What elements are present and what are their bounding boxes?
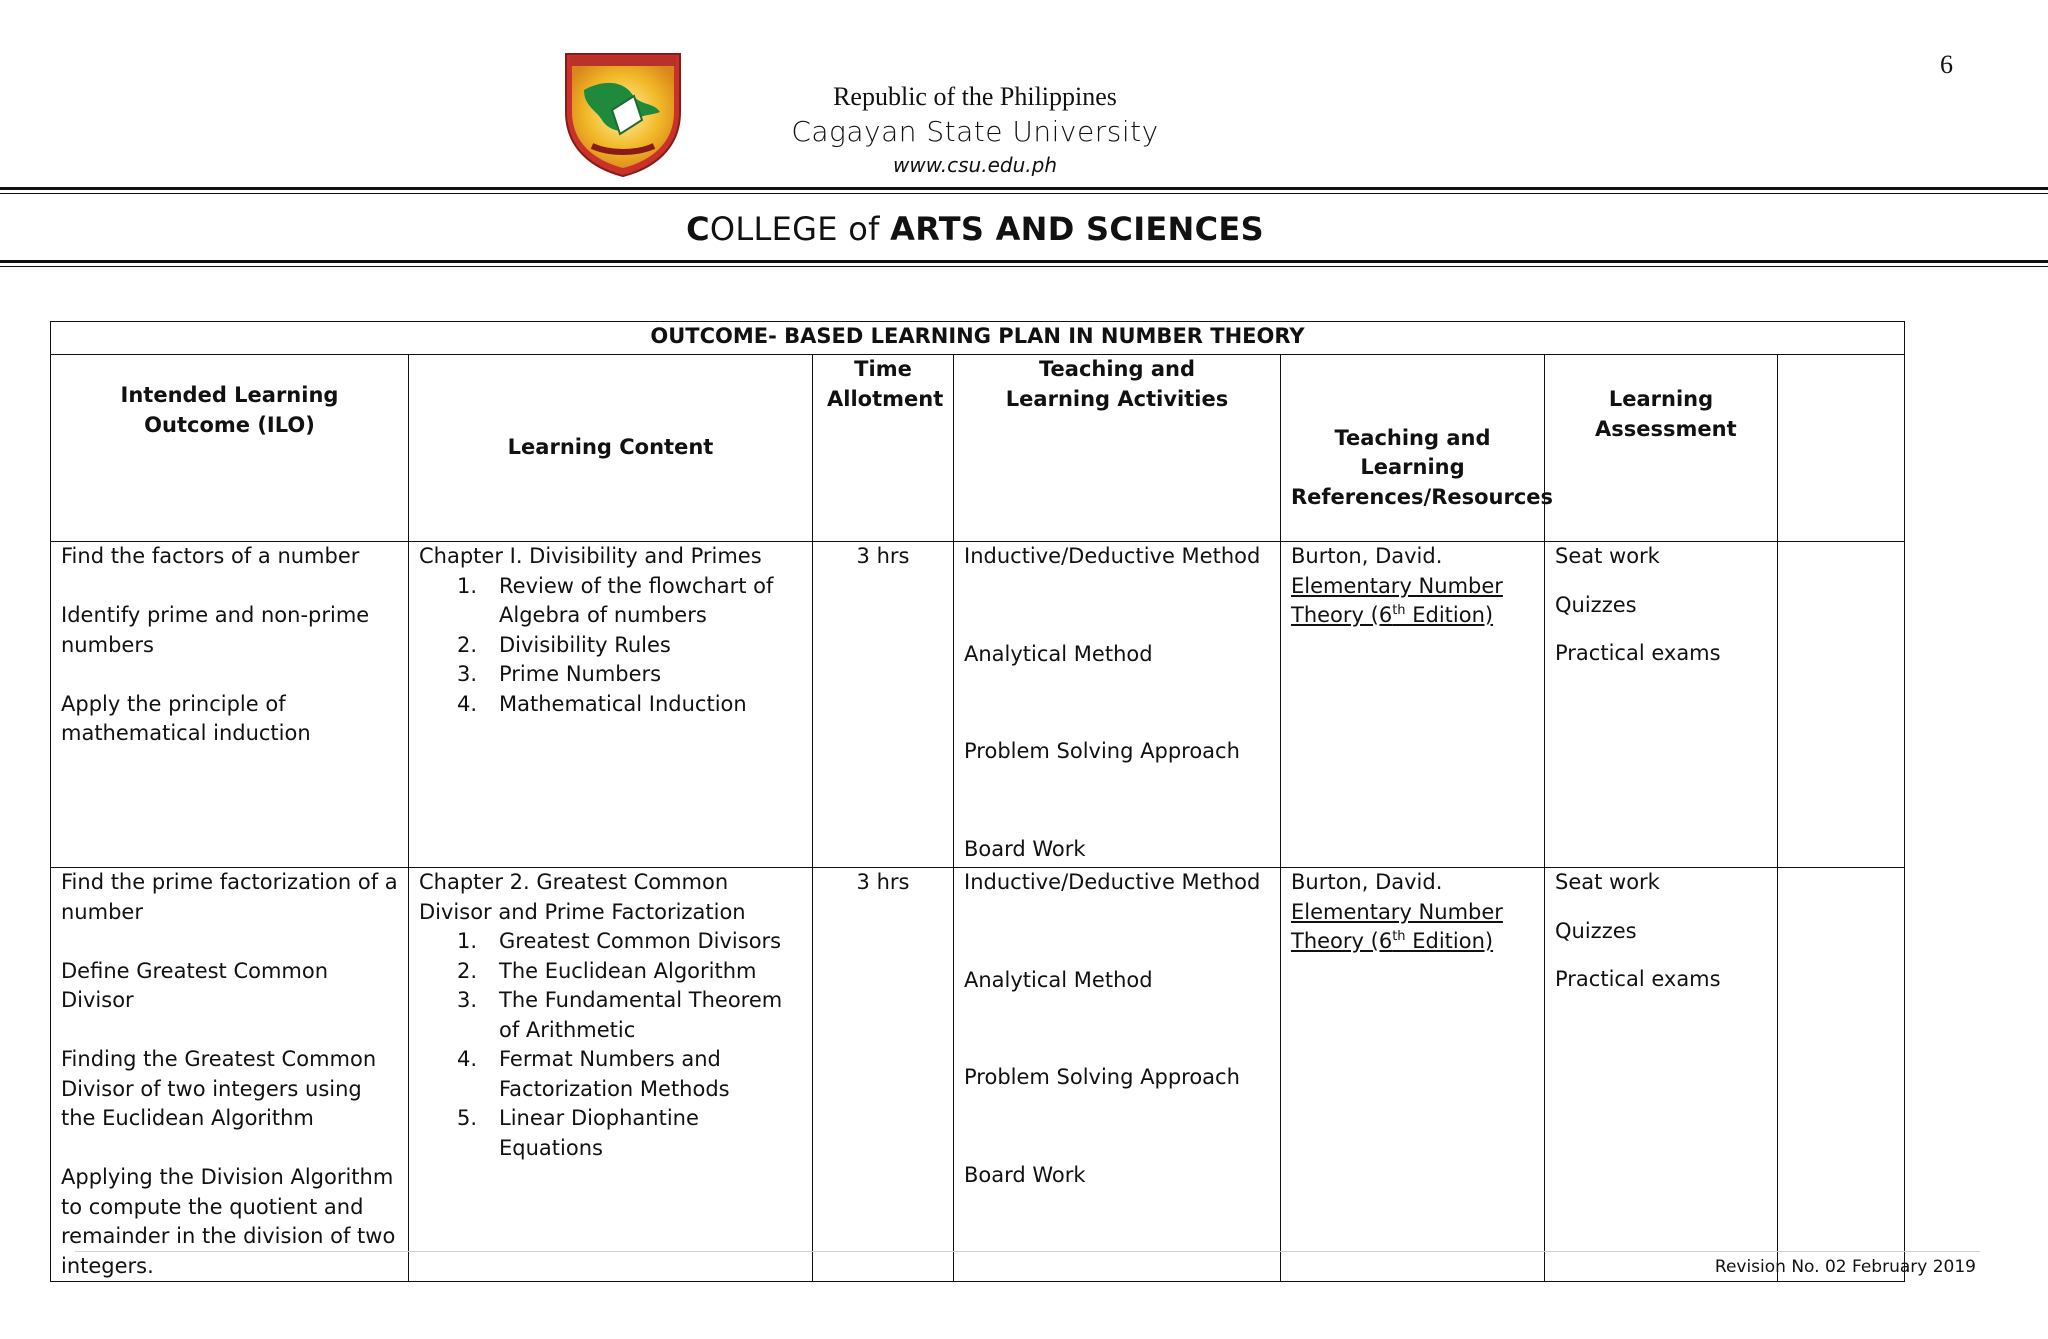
header-rule-top-thin [0,193,2048,194]
list-item: 3. The Fundamental Theorem of Arithmetic [457,988,783,1042]
resources-cell [1281,542,1545,868]
university-seal-logo [562,50,684,178]
footer-rule [75,1251,1980,1252]
header-activities: Teaching and Learning Activities [954,355,1281,542]
header-assessment: Learning Assessment [1545,355,1778,542]
assessment-item: Seat work [1555,544,1660,568]
activity-item: Inductive/Deductive Method [964,544,1261,568]
list-item: 4. Fermat Numbers and Factorization Methods [457,1047,730,1101]
reference-title: Elementary Number Theory (6th Edition) [1291,573,1503,627]
activity-item: Problem Solving Approach [964,1065,1240,1089]
revision-footer: Revision No. 02 February 2019 [1714,1257,1976,1277]
header-rule-bottom-thin [0,266,2048,267]
time-cell: 3 hrs [813,542,954,868]
ilo-cell [51,542,409,868]
assessment-item: Practical exams [1555,967,1721,991]
activity-item: Board Work [964,836,1086,861]
header-extra [1778,355,1905,542]
ilo-item: Applying the Division Algorithm to compute the quotient and remainder in the division of two integers. [61,1165,396,1278]
list-item: 1. Review of the flowchart of Algebra of numbers [457,573,774,627]
activity-item: Board Work [964,1162,1086,1187]
page-number: 6 [1940,50,1953,79]
list-item: 5. Linear Diophantine Equations [457,1106,699,1160]
college-name-prefix: OLLEGE of [709,210,891,248]
republic-line: Republic of the Philippines [833,82,1117,111]
table-row [51,868,1905,1282]
header-rule-top [0,187,2048,190]
content-cell [409,542,813,868]
ilo-item: Define Greatest Common Divisor [61,958,329,1012]
chapter-title: Chapter 2. Greatest Common Divisor and Prime Factorization [419,870,746,924]
ilo-item: Finding the Greatest Common Divisor of two integers using the Euclidean Algorithm [61,1047,377,1130]
table-title: OUTCOME- BASED LEARNING PLAN IN NUMBER THEORY [51,322,1905,355]
activity-item: Analytical Method [964,967,1153,992]
assessment-item: Quizzes [1555,592,1637,617]
resources-cell [1281,868,1545,1282]
extra-cell [1778,542,1905,868]
ilo-cell [51,868,409,1282]
content-list [419,927,802,1163]
college-name-bold: ARTS AND SCIENCES [890,210,1264,248]
table-row [51,542,1905,868]
list-item: 1. Greatest Common Divisors [457,929,782,953]
header-learning-content: Learning Content [409,355,813,542]
list-item: 4. Mathematical Induction [457,691,747,716]
university-website: www.csu.edu.ph [892,153,1057,177]
extra-cell [1778,868,1905,1282]
list-item: 2. Divisibility Rules [457,632,671,657]
chapter-title: Chapter I. Divisibility and Primes [419,544,762,568]
content-cell [409,868,813,1282]
time-cell: 3 hrs [813,868,954,1282]
list-item: 2. The Euclidean Algorithm [457,958,757,983]
university-name: Cagayan State University [791,115,1159,148]
header-time-allotment: Time Allotment [813,355,954,542]
assessment-item: Quizzes [1555,918,1637,943]
assessment-item: Seat work [1555,870,1660,894]
table-header-row [51,355,1905,542]
ilo-item: Apply the principle of mathematical induction [61,691,311,745]
activity-item: Analytical Method [964,641,1153,666]
reference-author: Burton, David. [1291,870,1443,894]
content-list [419,572,802,720]
list-item: 3. Prime Numbers [457,662,662,686]
activity-item: Problem Solving Approach [964,739,1240,763]
college-initial: C [686,210,710,248]
college-title [0,210,1950,248]
ilo-item: Identify prime and non-prime numbers [61,603,370,657]
ilo-item: Find the prime factorization of a number [61,870,398,924]
assessment-cell [1545,868,1778,1282]
activities-cell [954,868,1281,1282]
ilo-item: Find the factors of a number [61,544,360,568]
learning-plan-table [50,321,1905,1282]
reference-title: Elementary Number Theory (6th Edition) [1291,899,1503,953]
header-rule-bottom [0,260,2048,263]
header-resources: Teaching and Learning References/Resources [1281,355,1545,542]
assessment-item: Practical exams [1555,641,1721,665]
activities-cell [954,542,1281,868]
header-ilo: Intended Learning Outcome (ILO) [51,355,409,542]
letterhead [700,80,1250,180]
table-title-row [51,322,1905,355]
assessment-cell [1545,542,1778,868]
activity-item: Inductive/Deductive Method [964,870,1261,894]
reference-author: Burton, David. [1291,544,1443,568]
